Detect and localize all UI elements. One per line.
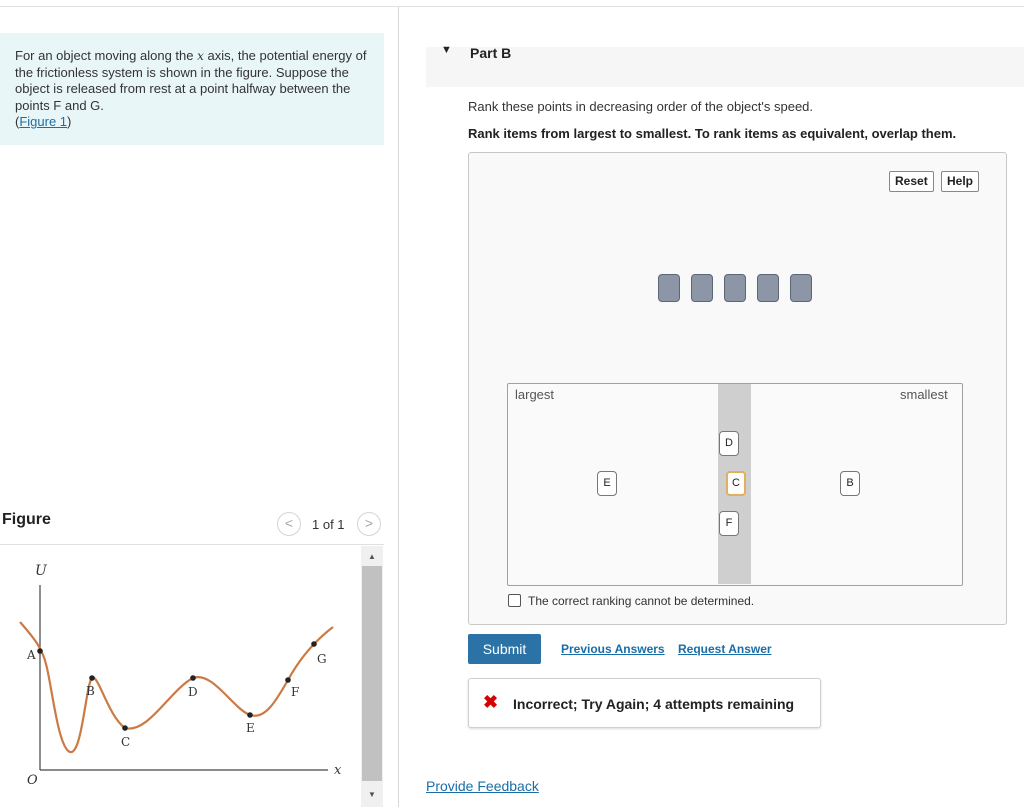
part-title[interactable]: Part B: [470, 45, 512, 61]
origin-label: O: [27, 773, 38, 788]
feedback-message: Incorrect; Try Again; 4 attempts remaining: [513, 696, 795, 712]
point-label-g: G: [317, 652, 327, 666]
math-variable-x: x: [197, 49, 204, 63]
rank-item-d[interactable]: D: [719, 431, 739, 456]
help-button[interactable]: Help: [941, 171, 979, 192]
figure-divider: [0, 544, 384, 545]
submit-button[interactable]: Submit: [468, 634, 541, 664]
provide-feedback-link[interactable]: Provide Feedback: [426, 778, 539, 794]
figure-next-button[interactable]: >: [357, 512, 381, 536]
empty-item-slot[interactable]: [790, 274, 812, 302]
rank-item-e[interactable]: E: [597, 471, 617, 496]
point-b-marker: [89, 675, 95, 681]
panel-divider: [398, 7, 399, 807]
ranking-instruction: Rank items from largest to smallest. To rank items as equivalent, overlap them.: [468, 126, 957, 141]
top-divider: [0, 6, 1024, 7]
problem-text-before: For an object moving along the: [15, 48, 198, 63]
request-answer-link[interactable]: Request Answer: [678, 642, 772, 656]
point-label-a: A: [27, 648, 36, 662]
potential-energy-graph: [0, 548, 360, 807]
empty-item-slot[interactable]: [757, 274, 779, 302]
rank-item-c[interactable]: C: [726, 471, 746, 496]
point-g-marker: [311, 641, 317, 647]
question-instruction: Rank these points in decreasing order of the object's speed.: [468, 99, 814, 114]
problem-text-after: axis, the potential energy of the frictionless system is shown in the figure. Suppose the object is released from rest at a point halfway between the points F and G.: [15, 48, 367, 113]
previous-answers-link[interactable]: Previous Answers: [561, 642, 665, 656]
figure-link-open: (: [15, 114, 20, 130]
cannot-determine-checkbox[interactable]: [508, 594, 521, 607]
smallest-label: smallest: [900, 387, 948, 402]
point-a-marker: [37, 648, 43, 654]
scroll-up-icon[interactable]: ▲: [368, 552, 376, 561]
empty-item-slot[interactable]: [691, 274, 713, 302]
point-c-marker: [122, 725, 128, 731]
figure-counter: 1 of 1: [312, 517, 345, 532]
point-label-b: B: [86, 684, 95, 698]
rank-item-f[interactable]: F: [719, 511, 739, 536]
empty-item-slot[interactable]: [658, 274, 680, 302]
point-d-marker: [190, 675, 196, 681]
empty-item-slot[interactable]: [724, 274, 746, 302]
potential-energy-curve: [20, 622, 333, 752]
figure-link[interactable]: Figure 1: [19, 114, 68, 130]
problem-statement: [0, 33, 384, 145]
largest-label: largest: [515, 387, 555, 402]
point-label-c: C: [121, 735, 131, 749]
figure-link-close: ): [67, 114, 72, 130]
reset-button[interactable]: Reset: [889, 171, 934, 192]
point-label-e: E: [246, 721, 255, 735]
x-axis-label: x: [334, 763, 342, 778]
figure-title: Figure: [2, 511, 51, 528]
point-label-d: D: [188, 685, 198, 699]
figure-prev-button[interactable]: <: [277, 512, 301, 536]
point-f-marker: [285, 677, 291, 683]
rank-item-b[interactable]: B: [840, 471, 860, 496]
point-e-marker: [247, 712, 253, 718]
incorrect-x-icon: ✖: [483, 692, 499, 712]
collapse-triangle-icon[interactable]: ▼: [441, 44, 452, 56]
scrollbar-thumb[interactable]: [362, 566, 382, 781]
scroll-down-icon[interactable]: ▼: [368, 790, 376, 799]
y-axis-label: U: [35, 563, 47, 579]
cannot-determine-label[interactable]: The correct ranking cannot be determined.: [528, 594, 755, 608]
point-label-f: F: [291, 685, 300, 699]
part-header[interactable]: [426, 47, 1024, 87]
